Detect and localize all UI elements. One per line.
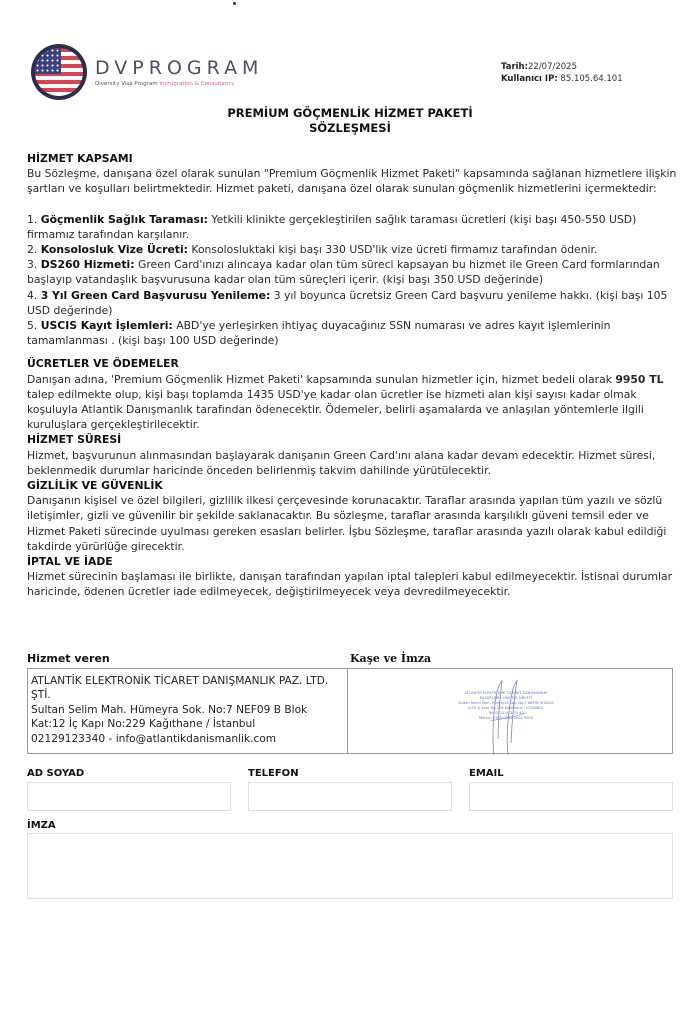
section-heading-cancellation: İPTAL VE İADE (27, 555, 113, 569)
stamp-signature-cell (348, 669, 672, 753)
ip-label: Kullanıcı IP: (501, 74, 558, 84)
page-title (0, 106, 700, 136)
provider-company-name: ATLANTİK ELEKTRONİK TİCARET DANIŞMANLIK PAZ. LTD. ŞTİ. (31, 675, 329, 702)
email-label: EMAIL (469, 768, 504, 779)
phone-field-group (248, 768, 452, 811)
date-value: 22/07/2025 (528, 62, 577, 72)
title-line-1: PREMİUM GÖÇMENLİK HİZMET PAKETİ (227, 106, 473, 120)
provider-address-2: Kat:12 İç Kapı No:229 Kağıthane / İstanbul (31, 718, 256, 731)
scope-body: Bu Sözleşme, danışana özel olarak sunulan "Premium Göçmenlik Hizmet Paketi" kapsamında sağlanan hizmetlere ilişkin şartları ve koşulları belirtmektedir. Hizmet paketi, danışana özel olarak sunulan göçmenlik hizmetlerini içermektedir: (27, 167, 677, 196)
contract-body (27, 151, 677, 600)
list-item: 3. DS260 Hizmeti: Green Card'ınızı alıncaya kadar olan tüm süreci kapsayan bu hizmet ile Green Card formlarından başlayıp vatandaşlık başvurusuna kadar olan tüm süreçleri içerir. (kişi başı 350 USD değerinde) (27, 258, 660, 287)
ip-value: 85.105.64.101 (557, 74, 623, 84)
section-heading-duration: HİZMET SÜRESİ (27, 433, 122, 447)
company-stamp: ATLANTİK ELEKTRONİK TİCARET DANIŞMANLIK PAZARLAMA LİMİTED ŞİRKETİ Sultan Selim Mah. Hümeyra Sok. No:7 NEF09 B BLOK K:12 İç Kapı No:229 Kağıthane / İSTANBUL Tel: 0212 912 33 40 Mersis: 0100 0000 0000 0000 (456, 683, 556, 743)
section-heading-fees: ÜCRETLER VE ÖDEMELER (27, 357, 179, 371)
logo-subtitle-accent: Immigration & Consultancy (159, 81, 235, 87)
provider-label: Hizmet veren (27, 652, 110, 665)
phone-input[interactable] (248, 782, 452, 811)
provider-address-1: Sultan Selim Mah. Hümeyra Sok. No:7 NEF09 B Blok (31, 703, 308, 716)
provider-section (27, 652, 673, 754)
ip-line (501, 73, 623, 85)
name-field-group (27, 768, 231, 811)
signature-pad[interactable] (27, 833, 673, 899)
email-field-group (469, 768, 673, 811)
cancellation-body: Hizmet sürecinin başlaması ile birlikte, danışan tarafından yapılan iptal talepleri kabul edilmeyecektir. İstisnai durumlar haricinde, ödenen ücretler iade edilmeyecek, değiştirilmeyecek veya devredilmeyecektir. (27, 570, 673, 599)
date-line (501, 61, 623, 73)
logo-title: DVPROGRAM (95, 57, 264, 79)
phone-label: TELEFON (248, 768, 299, 779)
name-input[interactable] (27, 782, 231, 811)
date-label: Tarih: (501, 62, 528, 72)
email-input[interactable] (469, 782, 673, 811)
signature-section (27, 820, 673, 899)
name-label: AD SOYAD (27, 768, 85, 779)
title-line-2: SÖZLEŞMESİ (309, 121, 391, 135)
list-item: 5. USCIS Kayıt İşlemleri: ABD'ye yerleşirken ihtiyaç duyacağınız SSN numarası ve adres kayıt işlemlerinin tamamlanması . (kişi başı 100 USD değerinde) (27, 319, 611, 348)
provider-table (27, 668, 673, 754)
duration-body: Hizmet, başvurunun alınmasından başlayarak danışanın Green Card'ını alana kadar devam edecektir. Hizmet süresi, beklenmedik durumlar haricinde önceden belirlenmiş takvim dahilinde yürütülecektir. (27, 448, 656, 477)
document-meta (501, 61, 623, 85)
scan-artifact-dot (233, 2, 236, 5)
provider-info (28, 669, 348, 753)
section-heading-privacy: GİZLİLİK VE GÜVENLİK (27, 479, 163, 493)
scope-list (27, 212, 677, 349)
logo-subtitle (95, 81, 263, 87)
provider-contact: 02129123340 - info@atlantikdanismanlik.com (31, 732, 277, 745)
privacy-body: Danışanın kişisel ve özel bilgileri, gizlilik ilkesi çerçevesinde korunacaktır. Taraflar arasında yapılan tüm yazılı ve sözlü iletişimler, gizli ve güvenilir bir şekilde saklanacaktır. Bu sözleşme, taraflar arasında karşılıklı güveni temsil eder ve Hizmet Paketi sürecinde uyulması gereken esasları belirler. İşbu Sözleşme, taraflar arasında yazılı olarak kabul edildiği takdirde yürürlüğe girecektir. (27, 494, 667, 553)
us-flag-badge-icon (31, 44, 87, 100)
stamp-label: Kaşe ve İmza (350, 652, 432, 665)
list-item: 2. Konsolosluk Vize Ücreti: Konsolosluktaki kişi başı 330 USD'lik vize ücreti firmamız tarafından ödenir. (27, 243, 598, 257)
fee-amount: 9950 TL (615, 372, 664, 386)
fees-body: Danışan adına, 'Premium Göçmenlik Hizmet Paketi' kapsamında sunulan hizmetler için, hizmet bedeli olarak 9950 TL talep edilmekte olup, kişi başı toplamda 1435 USD'ye kadar olan ücretler ise hizmeti alan kişi sayısı kadar olmak koşuluyla Atlantik Danışmanlık tarafından ödenecektir. Ödemeler, belirli aşamalarda ve anlaşılan yöntemlerle ilgili kuruluşlara gerçekleştirilecektir. (27, 372, 664, 432)
client-form (27, 768, 673, 811)
company-logo (31, 44, 263, 100)
logo-subtitle-main: Diversity Visa Program (95, 81, 160, 87)
section-heading-scope: HİZMET KAPSAMI (27, 152, 133, 165)
signature-label: İMZA (27, 820, 56, 831)
list-item: 1. Göçmenlik Sağlık Taraması: Yetkili klinikte gerçekleştirilen sağlık taraması ücretleri (kişi başı 450-550 USD) firmamız tarafından karşılanır. (27, 212, 637, 241)
handwritten-signature-icon (456, 677, 556, 757)
list-item: 4. 3 Yıl Green Card Başvurusu Yenileme: 3 yıl boyunca ücretsiz Green Card başvuru yenileme hakkı. (kişi başı 105 USD değerinde) (27, 288, 668, 317)
